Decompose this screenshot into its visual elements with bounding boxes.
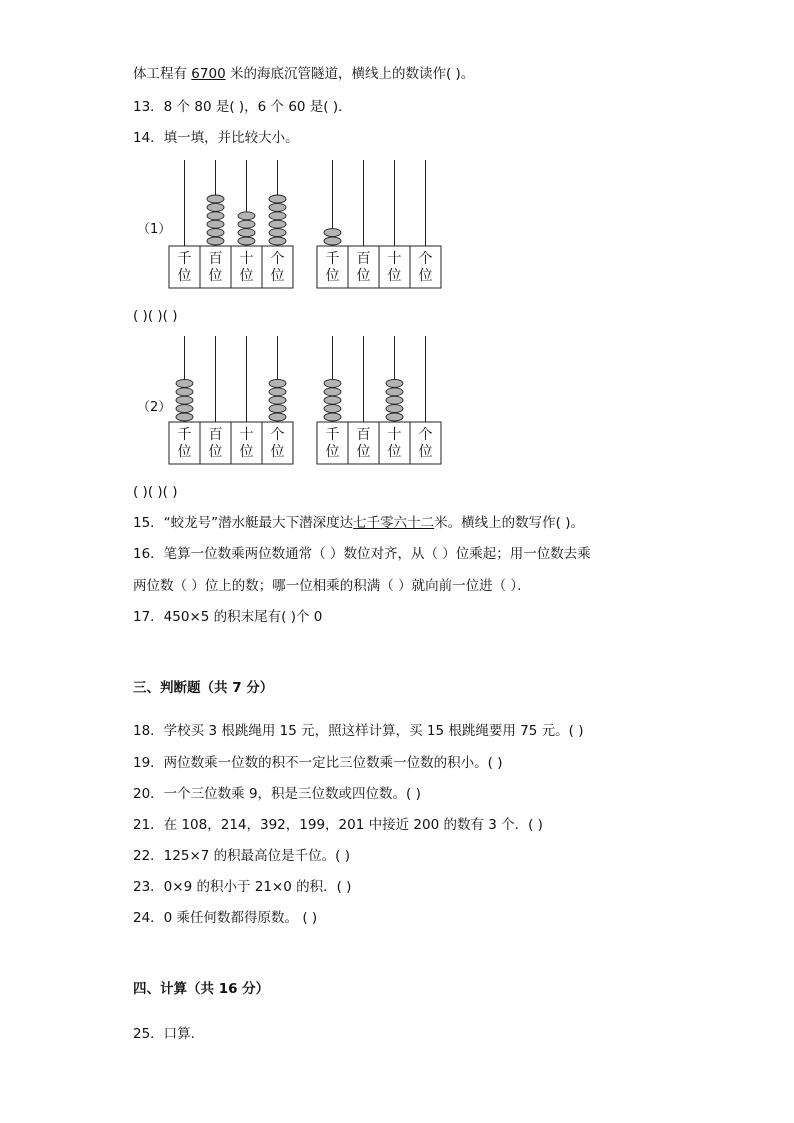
question-18: 18．学校买 3 根跳绳用 15 元，照这样计算，买 15 根跳绳要用 75 元。( ) — [133, 723, 584, 739]
place-label: 个 — [418, 427, 433, 443]
place-label: 千 — [325, 251, 340, 267]
question-16-line-2: 两位数（ ）位上的数；哪一位相乘的积满（ ）就向前一位进（ ）． — [133, 578, 531, 594]
question-20: 20．一个三位数乘 9，积是三位数或四位数。( ) — [133, 786, 421, 802]
section-4-heading: 四、计算（共 16 分） — [133, 981, 270, 997]
place-label: 位 — [239, 444, 254, 460]
abacus-bead — [176, 396, 193, 404]
abacus-bead — [269, 229, 286, 237]
abacus-bead — [176, 405, 193, 413]
abacus-2-left — [168, 334, 296, 468]
place-label: 位 — [177, 444, 192, 460]
place-label: 个 — [270, 427, 285, 443]
question-24: 24．0 乘任何数都得原数。 ( ) — [133, 910, 318, 926]
place-label: 位 — [387, 268, 402, 284]
question-21: 21．在 108，214，392，199，201 中接近 200 的数有 3 个．( ) — [133, 817, 543, 833]
abacus-bead — [176, 413, 193, 421]
question-23: 23．0×9 的积小于 21×0 的积．( ) — [133, 879, 352, 895]
abacus-bead — [238, 229, 255, 237]
q15-underlined-number: 七千零六十二 — [353, 515, 435, 531]
place-label: 位 — [239, 268, 254, 284]
q12-underlined-number: 6700 — [191, 66, 226, 82]
abacus-1-right — [316, 158, 444, 292]
place-label: 位 — [387, 444, 402, 460]
abacus-part-1-label: （1） — [137, 222, 172, 237]
place-label: 位 — [356, 268, 371, 284]
place-label: 个 — [270, 251, 285, 267]
question-22: 22．125×7 的积最高位是千位。( ) — [133, 848, 350, 864]
place-label: 位 — [418, 444, 433, 460]
q15-text-post: 米。横线上的数写作( )。 — [434, 515, 584, 531]
abacus-bead — [324, 237, 341, 245]
abacus-bead — [269, 195, 286, 203]
place-label: 百 — [356, 427, 371, 443]
abacus-bead — [269, 212, 286, 220]
place-label: 十 — [239, 427, 254, 443]
place-label: 位 — [418, 268, 433, 284]
abacus-bead — [269, 413, 286, 421]
place-label: 千 — [177, 427, 192, 443]
place-label: 位 — [270, 444, 285, 460]
question-25: 25．口算. — [133, 1026, 195, 1042]
place-label: 千 — [177, 251, 192, 267]
abacus-bead — [176, 379, 193, 387]
abacus-bead — [238, 237, 255, 245]
abacus-bead — [238, 220, 255, 228]
place-label: 位 — [177, 268, 192, 284]
abacus-bead — [269, 388, 286, 396]
abacus-bead — [207, 212, 224, 220]
abacus-bead — [324, 379, 341, 387]
abacus-bead — [207, 229, 224, 237]
q12-text-pre: 体工程有 — [133, 66, 192, 82]
section-3-heading: 三、判断题（共 7 分） — [133, 680, 274, 696]
question-13: 13．8 个 80 是( )，6 个 60 是( )． — [133, 99, 352, 115]
place-label: 千 — [325, 427, 340, 443]
abacus-bead — [324, 405, 341, 413]
abacus-1-left — [168, 158, 296, 292]
abacus-bead — [324, 388, 341, 396]
abacus-bead — [324, 396, 341, 404]
place-label: 十 — [387, 427, 402, 443]
abacus-2-right — [316, 334, 444, 468]
abacus-bead — [269, 220, 286, 228]
place-label: 百 — [208, 251, 223, 267]
abacus-bead — [324, 413, 341, 421]
question-16-line-1: 16．笔算一位数乘两位数通常（ ）数位对齐，从（ ）位乘起；用一位数去乘 — [133, 546, 591, 562]
abacus-bead — [269, 405, 286, 413]
abacus-bead — [324, 229, 341, 237]
question-17: 17．450×5 的积末尾有( )个 0 — [133, 609, 323, 625]
place-label: 位 — [325, 444, 340, 460]
abacus-bead — [207, 220, 224, 228]
place-label: 位 — [270, 268, 285, 284]
place-label: 位 — [208, 268, 223, 284]
place-label: 个 — [418, 251, 433, 267]
abacus-bead — [238, 212, 255, 220]
question-14: 14．填一填，并比较大小。 — [133, 130, 299, 146]
q15-text-pre: 15．“蛟龙号”潜水艇最大下潜深度达 — [133, 515, 354, 531]
place-label: 十 — [239, 251, 254, 267]
q12-text-post: 米的海底沉管隧道，横线上的数读作( )。 — [225, 66, 475, 82]
abacus-bead — [207, 203, 224, 211]
abacus-bead — [386, 379, 403, 387]
question-15 — [133, 514, 584, 532]
place-label: 百 — [208, 427, 223, 443]
place-label: 位 — [356, 444, 371, 460]
abacus-bead — [269, 379, 286, 387]
place-label: 百 — [356, 251, 371, 267]
abacus-bead — [386, 388, 403, 396]
answer-blanks-part-1[interactable]: ( )( )( ) — [133, 308, 178, 324]
abacus-part-2-label: （2） — [137, 400, 172, 415]
abacus-bead — [207, 237, 224, 245]
abacus-bead — [269, 396, 286, 404]
abacus-bead — [269, 203, 286, 211]
answer-blanks-part-2[interactable]: ( )( )( ) — [133, 484, 178, 500]
place-label: 十 — [387, 251, 402, 267]
place-label: 位 — [325, 268, 340, 284]
question-12-tail — [133, 65, 474, 83]
abacus-bead — [176, 388, 193, 396]
abacus-bead — [386, 413, 403, 421]
question-19: 19．两位数乘一位数的积不一定比三位数乘一位数的积小。( ) — [133, 755, 503, 771]
abacus-bead — [386, 405, 403, 413]
abacus-bead — [207, 195, 224, 203]
abacus-bead — [386, 396, 403, 404]
abacus-bead — [269, 237, 286, 245]
place-label: 位 — [208, 444, 223, 460]
